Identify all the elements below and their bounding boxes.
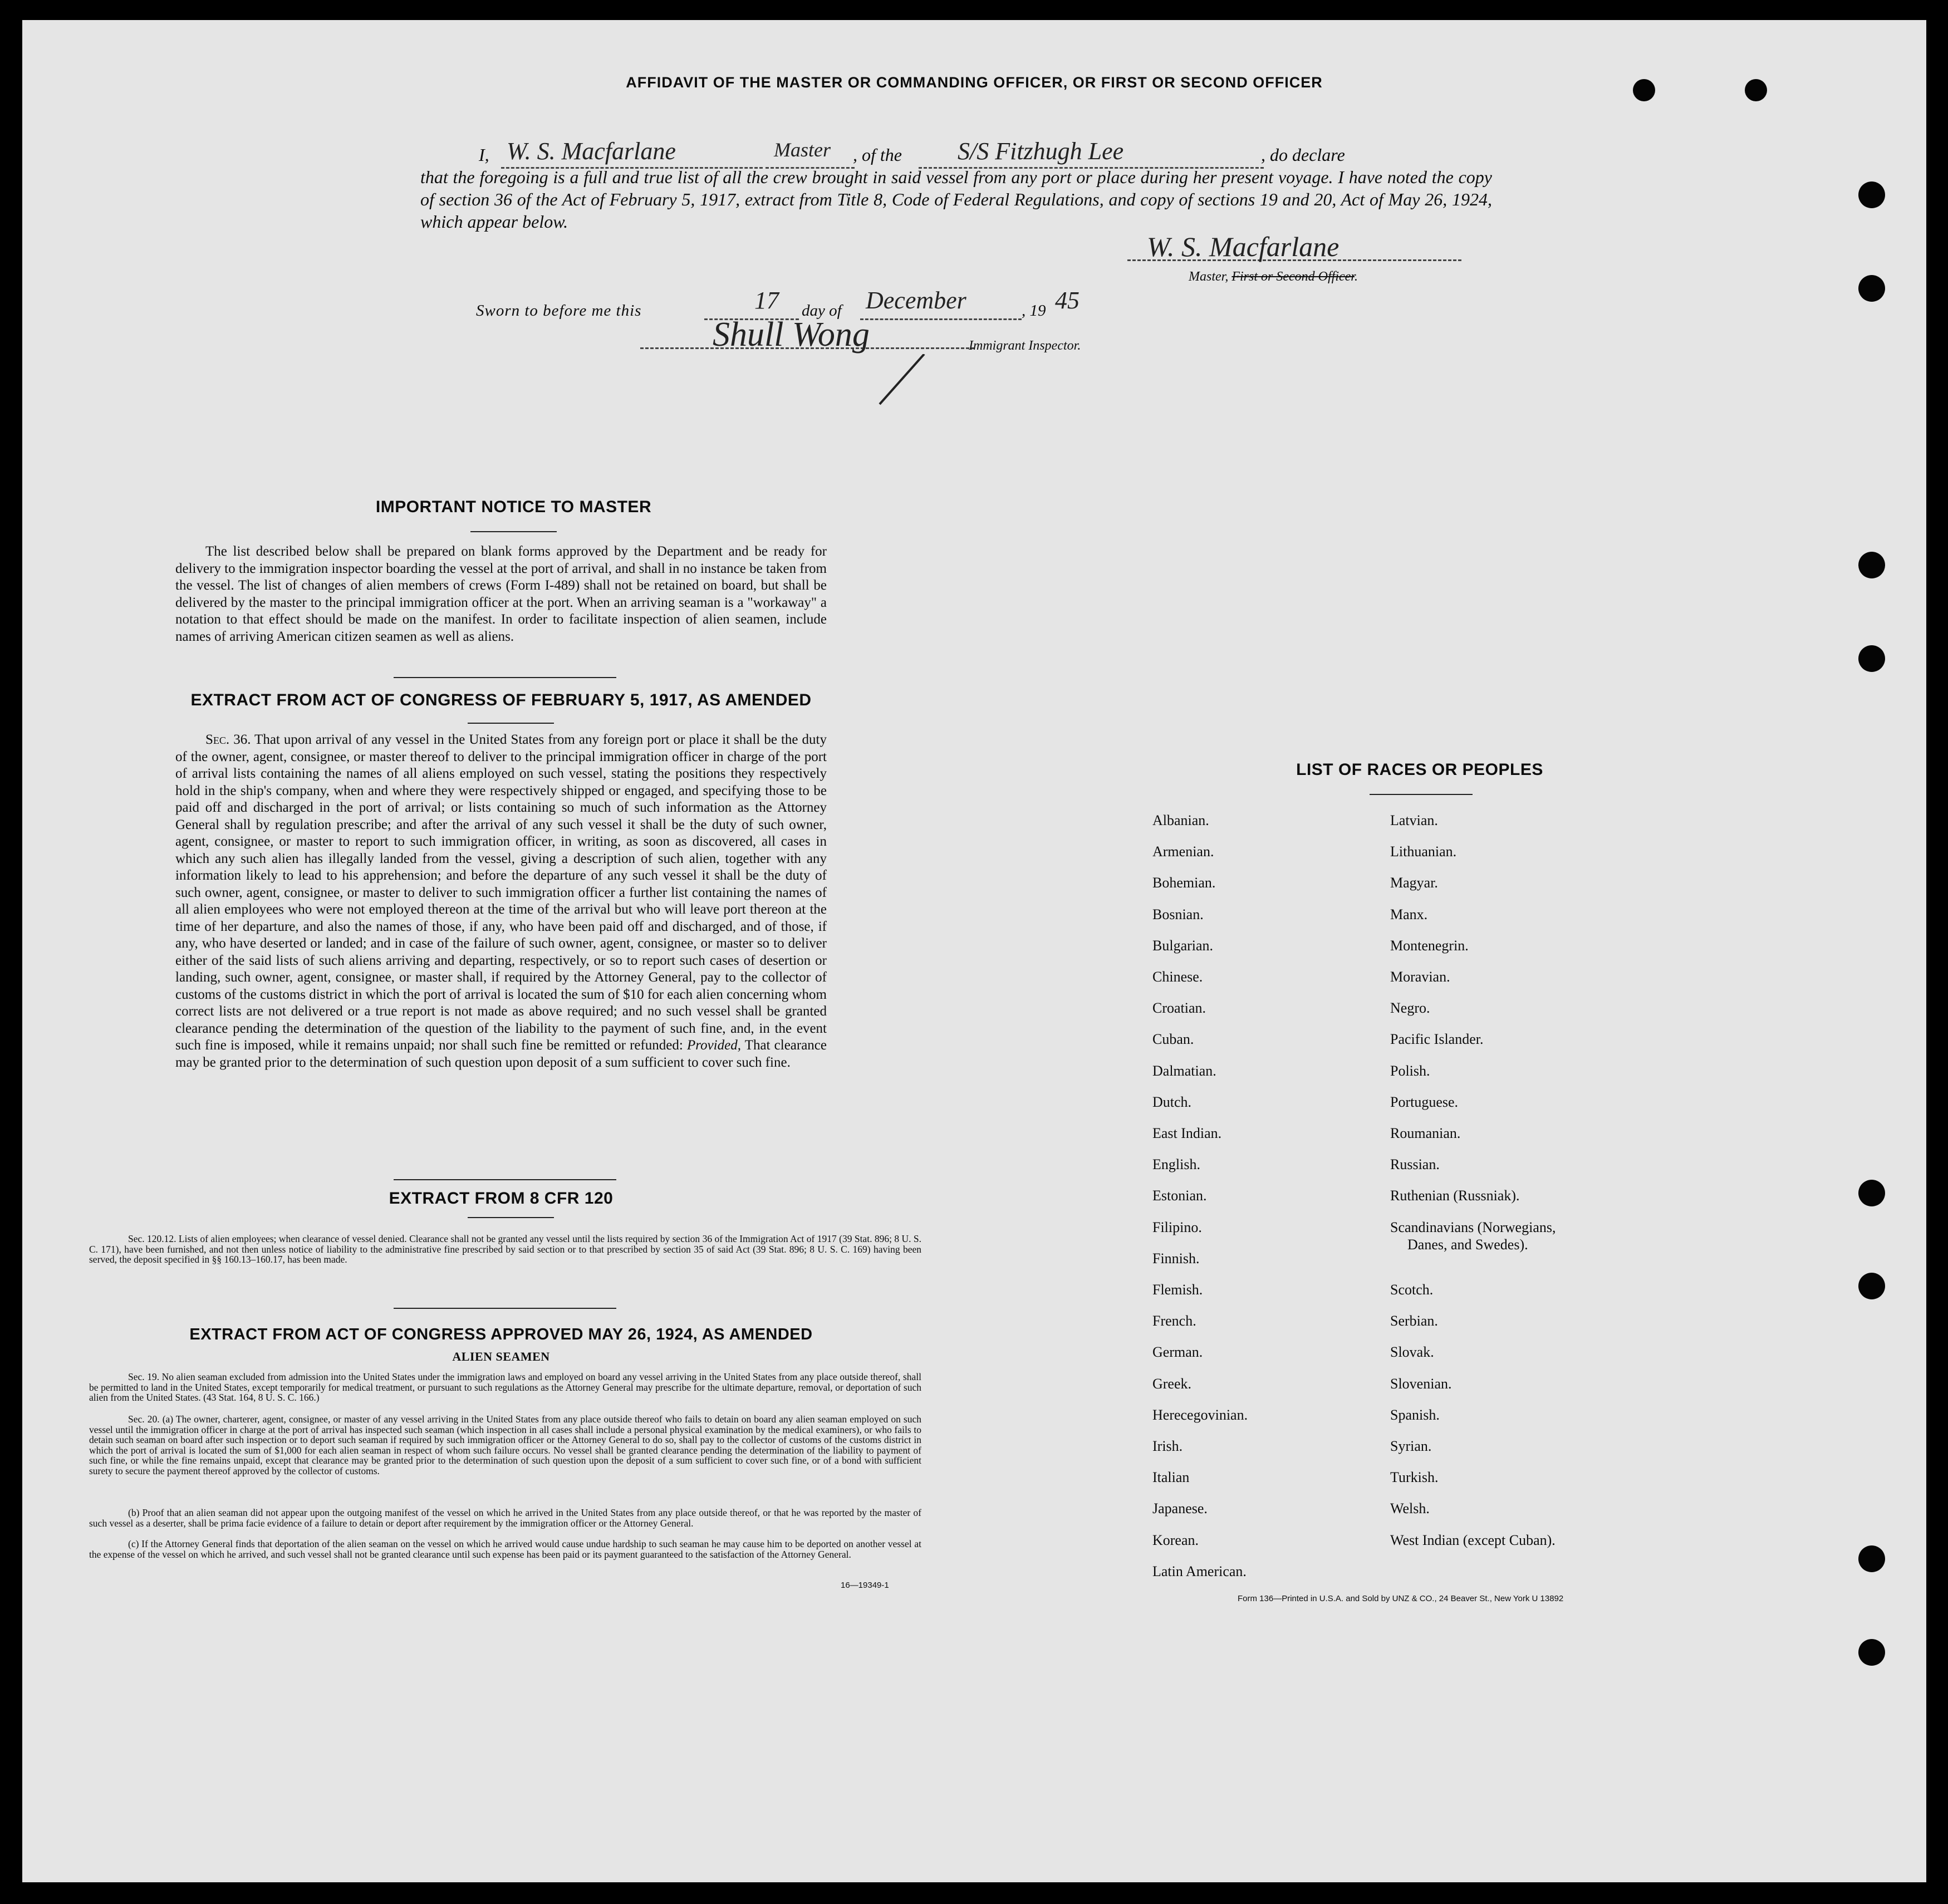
race-item: Irish. — [1152, 1438, 1183, 1454]
races-heading: LIST OF RACES OR PEOPLES — [1296, 760, 1543, 779]
race-item: French. — [1152, 1313, 1196, 1329]
race-item: Dalmatian. — [1152, 1062, 1216, 1079]
race-item: Estonian. — [1152, 1187, 1207, 1204]
form-code: 16—19349-1 — [841, 1581, 889, 1590]
race-item: Filipino. — [1152, 1219, 1202, 1235]
race-item: Herecegovinian. — [1152, 1406, 1248, 1423]
form-printer-info: Form 136—Printed in U.S.A. and Sold by UNZ & CO., 24 Beaver St., New York U 13892 — [1238, 1594, 1564, 1603]
cfr-text: Sec. 120.12. Lists of alien employees; when clearance of vessel denied. Clearance shall not be granted any vessel until the lists required by section 36 of the Immigration Act of 1917 (39 Stat. 896; 8 U. S. C. 171), have been furnished, and not then unless notice of liability to the administrative fine prescribed by said section or to that prescribed by section 35 of said Act (39 Stat. 896; 8 U. S. C. 169) having been served, the deposit specified in §§ 160.13–160.17, has been made. — [89, 1233, 921, 1265]
punch-hole — [1858, 275, 1885, 302]
race-item: English. — [1152, 1156, 1200, 1173]
race-item: Japanese. — [1152, 1500, 1208, 1517]
sworn-year-prefix: , 19 — [1022, 302, 1046, 320]
race-item: Armenian. — [1152, 843, 1214, 860]
race-item: Slovenian. — [1390, 1375, 1452, 1392]
race-item: Dutch. — [1152, 1093, 1192, 1110]
race-item: Greek. — [1152, 1375, 1192, 1392]
sec-36-label: Sec. 36. — [205, 732, 251, 747]
race-item: Bohemian. — [1152, 875, 1216, 891]
race-item: Ruthenian (Russniak). — [1390, 1187, 1520, 1204]
sworn-month-handwritten: December — [866, 287, 966, 314]
race-item: Scandinavians (Norwegians, — [1390, 1219, 1556, 1235]
race-item: Flemish. — [1152, 1282, 1203, 1298]
race-item: Magyar. — [1390, 875, 1438, 891]
line1-suffix: , do declare — [1261, 145, 1345, 165]
extract-1917-rule — [468, 723, 554, 724]
inspector-label: Immigrant Inspector. — [969, 338, 1081, 353]
race-item: Moravian. — [1390, 969, 1450, 985]
notice-heading: IMPORTANT NOTICE TO MASTER — [375, 498, 652, 516]
race-item: West Indian (except Cuban). — [1390, 1532, 1556, 1548]
line1-of-the: , of the — [853, 145, 902, 165]
race-item: Roumanian. — [1390, 1125, 1461, 1141]
race-item: Scotch. — [1390, 1282, 1434, 1298]
vessel-handwritten: S/S Fitzhugh Lee — [958, 138, 1124, 165]
sec-19-text: Sec. 19. No alien seaman excluded from admission into the United States under the immigration laws and employed on board any vessel arriving in the United States from any place outside thereof, shall be permitted to land in the United States, except temporarily for medical treatment, or pursuant to such regulations as the Attorney General may prescribe for the ultimate departure, removal, or deportation of such alien from the United States. (43 Stat. 164, 8 U. S. C. 166.) — [89, 1371, 921, 1403]
race-item: Russian. — [1390, 1156, 1440, 1173]
race-item: Polish. — [1390, 1062, 1430, 1079]
master-suffix: . — [1354, 269, 1358, 284]
race-item: Slovak. — [1390, 1344, 1434, 1361]
race-item: Cuban. — [1152, 1031, 1194, 1048]
notice-text: The list described below shall be prepared on blank forms approved by the Department and be ready for delivery to the immigration inspector boarding the vessel at the port of arrival, and shall in no instance be taken from the vessel. The list of changes of alien members of crews (Form I-489) shall not be retained on board, but shall be delivered by the master to the principal immigration officer at the port. When an arriving seaman is a "workaway" a notation to that effect should be made on the manifest. In order to facilitate inspection of alien seamen, include names of arriving American citizen seamen as well as aliens. — [175, 544, 827, 644]
race-item: Chinese. — [1152, 969, 1203, 985]
punch-hole — [1858, 645, 1885, 672]
extract-1917-end-rule — [394, 1179, 616, 1180]
master-title-line — [1189, 269, 1358, 284]
affidavit-title: AFFIDAVIT OF THE MASTER OR COMMANDING OFFICER, OR FIRST OR SECOND OFFICER — [626, 74, 1323, 91]
punch-hole — [1858, 1273, 1885, 1299]
rank-handwritten: Master — [774, 139, 831, 161]
race-item: Montenegrin. — [1390, 937, 1469, 954]
race-item: Spanish. — [1390, 1406, 1440, 1423]
punch-hole — [1858, 552, 1885, 578]
race-item: Portuguese. — [1390, 1093, 1459, 1110]
inspector-signature: Shull Wong — [713, 316, 870, 354]
race-item: East Indian. — [1152, 1125, 1222, 1141]
punch-hole — [1858, 1545, 1885, 1572]
race-item: Syrian. — [1390, 1438, 1432, 1454]
cfr-end-rule — [394, 1308, 616, 1309]
alien-seamen-subheading: ALIEN SEAMEN — [452, 1350, 550, 1363]
proviso-label: Provided, — [687, 1038, 741, 1053]
sworn-year-handwritten: 45 — [1055, 287, 1080, 314]
master-name-handwritten: W. S. Macfarlane — [507, 138, 676, 165]
race-item: Latin American. — [1152, 1563, 1247, 1579]
punch-hole — [1858, 1180, 1885, 1206]
race-item: Croatian. — [1152, 1000, 1206, 1017]
sec-20c-text: (c) If the Attorney General finds that deportation of the alien seaman on the vessel on which he arrived would cause undue hardship to such seaman he may cause him to be deported on another vessel at the expense of the vessel on which he arrived, and such vessel shall not be granted clearance until such expense has been paid or its payment guaranteed to the satisfaction of the Attorney General. — [89, 1538, 921, 1560]
race-item: Finnish. — [1152, 1250, 1200, 1267]
race-item: Pacific Islander. — [1390, 1031, 1484, 1048]
races-rule — [1370, 794, 1473, 795]
race-item: Albanian. — [1152, 812, 1209, 828]
race-item: Latvian. — [1390, 812, 1438, 828]
race-item: Lithuanian. — [1390, 843, 1457, 860]
punch-hole — [1858, 181, 1885, 208]
document-page — [22, 20, 1926, 1882]
race-item: Bulgarian. — [1152, 937, 1214, 954]
sworn-prefix: Sworn to before me this — [476, 302, 642, 320]
sec-20b-text: (b) Proof that an alien seaman did not appear upon the outgoing manifest of the vessel on which he arrived in the United States from any place outside thereof, or that he was reported by the master of such vessel as a deserter, shall be prima facie evidence of a failure to detain or deport after requirement by the immigration officer or the Attorney General. — [89, 1507, 921, 1529]
race-item: Danes, and Swedes). — [1407, 1236, 1528, 1253]
race-item: Welsh. — [1390, 1500, 1430, 1517]
extract-1917-heading: EXTRACT FROM ACT OF CONGRESS OF FEBRUARY 5, 1917, AS AMENDED — [190, 691, 812, 709]
master-signature: W. S. Macfarlane — [1147, 231, 1339, 262]
sec-36-text: That upon arrival of any vessel in the United States from any foreign port or place it shall be the duty of the owner, agent, consignee, or master thereof to deliver to the principal immigration officer in charge of the port of arrival lists containing the names of all aliens employed on such vessel, stating the positions they respectively hold in the ship's company, when and where they were respectively shipped or engaged, and specifying those to be paid off and discharged in the port of arrival; or lists containing so much of such information as the Attorney General shall by regulation prescribe; and after the arrival of any such vessel it shall be the duty of such owner, agent, consignee, or master to report to such immigration officer, in writing, as soon as discovered, all cases in which any such alien has illegally landed from the vessel, giving a description of such alien, together with any information likely to lead to his apprehension; and before the departure of any such vessel it shall be the duty of such owner, agent, consignee, or master to deliver to such immigration officer a further list containing the names of all alien employees who were not employed thereon at the time of the arrival but who will leave port thereon at the time of her departure, and also the names of those, if any, who have been paid off and discharged, and of those, if any, who have deserted or landed; and in case of the failure of such owner, agent, consignee, or master so to deliver either of the said lists of such aliens arriving and departing, respectively, or so to report such cases of desertion or landing, such owner, agent, consignee, or master shall, if required by the Attorney General, pay to the collector of customs of the customs district in which the port of arrival is located the sum of $10 for each alien concerning whom correct lists are not delivered or a true report is not made as above required; and no such vessel shall be granted clearance pending the determination of the question of the liability to the payment of such fine, and, in the event such fine is imposed, while it remains unpaid; nor shall such fine be remitted or refunded: — [175, 732, 827, 1053]
extract-1924-heading: EXTRACT FROM ACT OF CONGRESS APPROVED MAY 26, 1924, AS AMENDED — [189, 1326, 813, 1343]
race-item: Korean. — [1152, 1532, 1199, 1548]
affidavit-declaration: that the foregoing is a full and true list of all the crew brought in said vessel from any port or place during her present voyage. I have noted the copy of section 36 of the Act of February 5, 1917, extract from Title 8, Code of Federal Regulations, and copy of sections 19 and 20, Act of May 26, 1924, which appear below. — [420, 167, 1492, 232]
race-item: Bosnian. — [1152, 906, 1204, 922]
notice-rule — [470, 531, 557, 532]
cfr-rule — [468, 1217, 554, 1218]
race-item: Serbian. — [1390, 1313, 1438, 1329]
race-item: Turkish. — [1390, 1469, 1439, 1486]
proviso-text: That clearance may be granted prior to the determination of such question upon deposit of a sum sufficient to cover such fine. — [175, 1038, 827, 1070]
sworn-day-handwritten: 17 — [754, 287, 779, 314]
sworn-day-label: day of — [802, 302, 842, 320]
race-item: Manx. — [1390, 906, 1428, 922]
extract-1917-text — [175, 732, 827, 1071]
punch-hole — [1858, 1639, 1885, 1666]
race-item: Negro. — [1390, 1000, 1430, 1017]
master-label: Master, — [1189, 269, 1229, 284]
race-item: Italian — [1152, 1469, 1190, 1486]
line1-prefix: I, — [479, 145, 489, 165]
sec-20a-text: Sec. 20. (a) The owner, charterer, agent, consignee, or master of any vessel arriving in the United States from any place outside thereof who fails to detain on board any alien seaman employed on such vessel until the immigration officer in charge at the port of arrival has inspected such seaman (which inspection in all cases shall include a personal physical examination by the medical examiners), or who fails to detain such seaman on board after such inspection or to deport such seaman if required by such immigration officer or the Attorney General to do so, shall pay to the collector of customs of the customs district in which the port of arrival is located the sum of $1,000 for each alien seaman in respect of whom such failure occurs. No vessel shall be granted clearance pending the determination of the liability to payment of such fine, or while the fine remains unpaid, except that clearance may be granted prior to the determination of such question upon the deposit of a sum sufficient to cover such fine, or of a bond with sufficient surety to secure the payment thereof approved by the collector of customs. — [89, 1414, 921, 1476]
struck-officer-label: First or Second Officer — [1231, 269, 1355, 284]
cfr-heading: EXTRACT FROM 8 CFR 120 — [389, 1189, 614, 1208]
race-item: German. — [1152, 1344, 1203, 1361]
signature-flourish — [868, 354, 935, 410]
notice-end-rule — [394, 677, 616, 678]
